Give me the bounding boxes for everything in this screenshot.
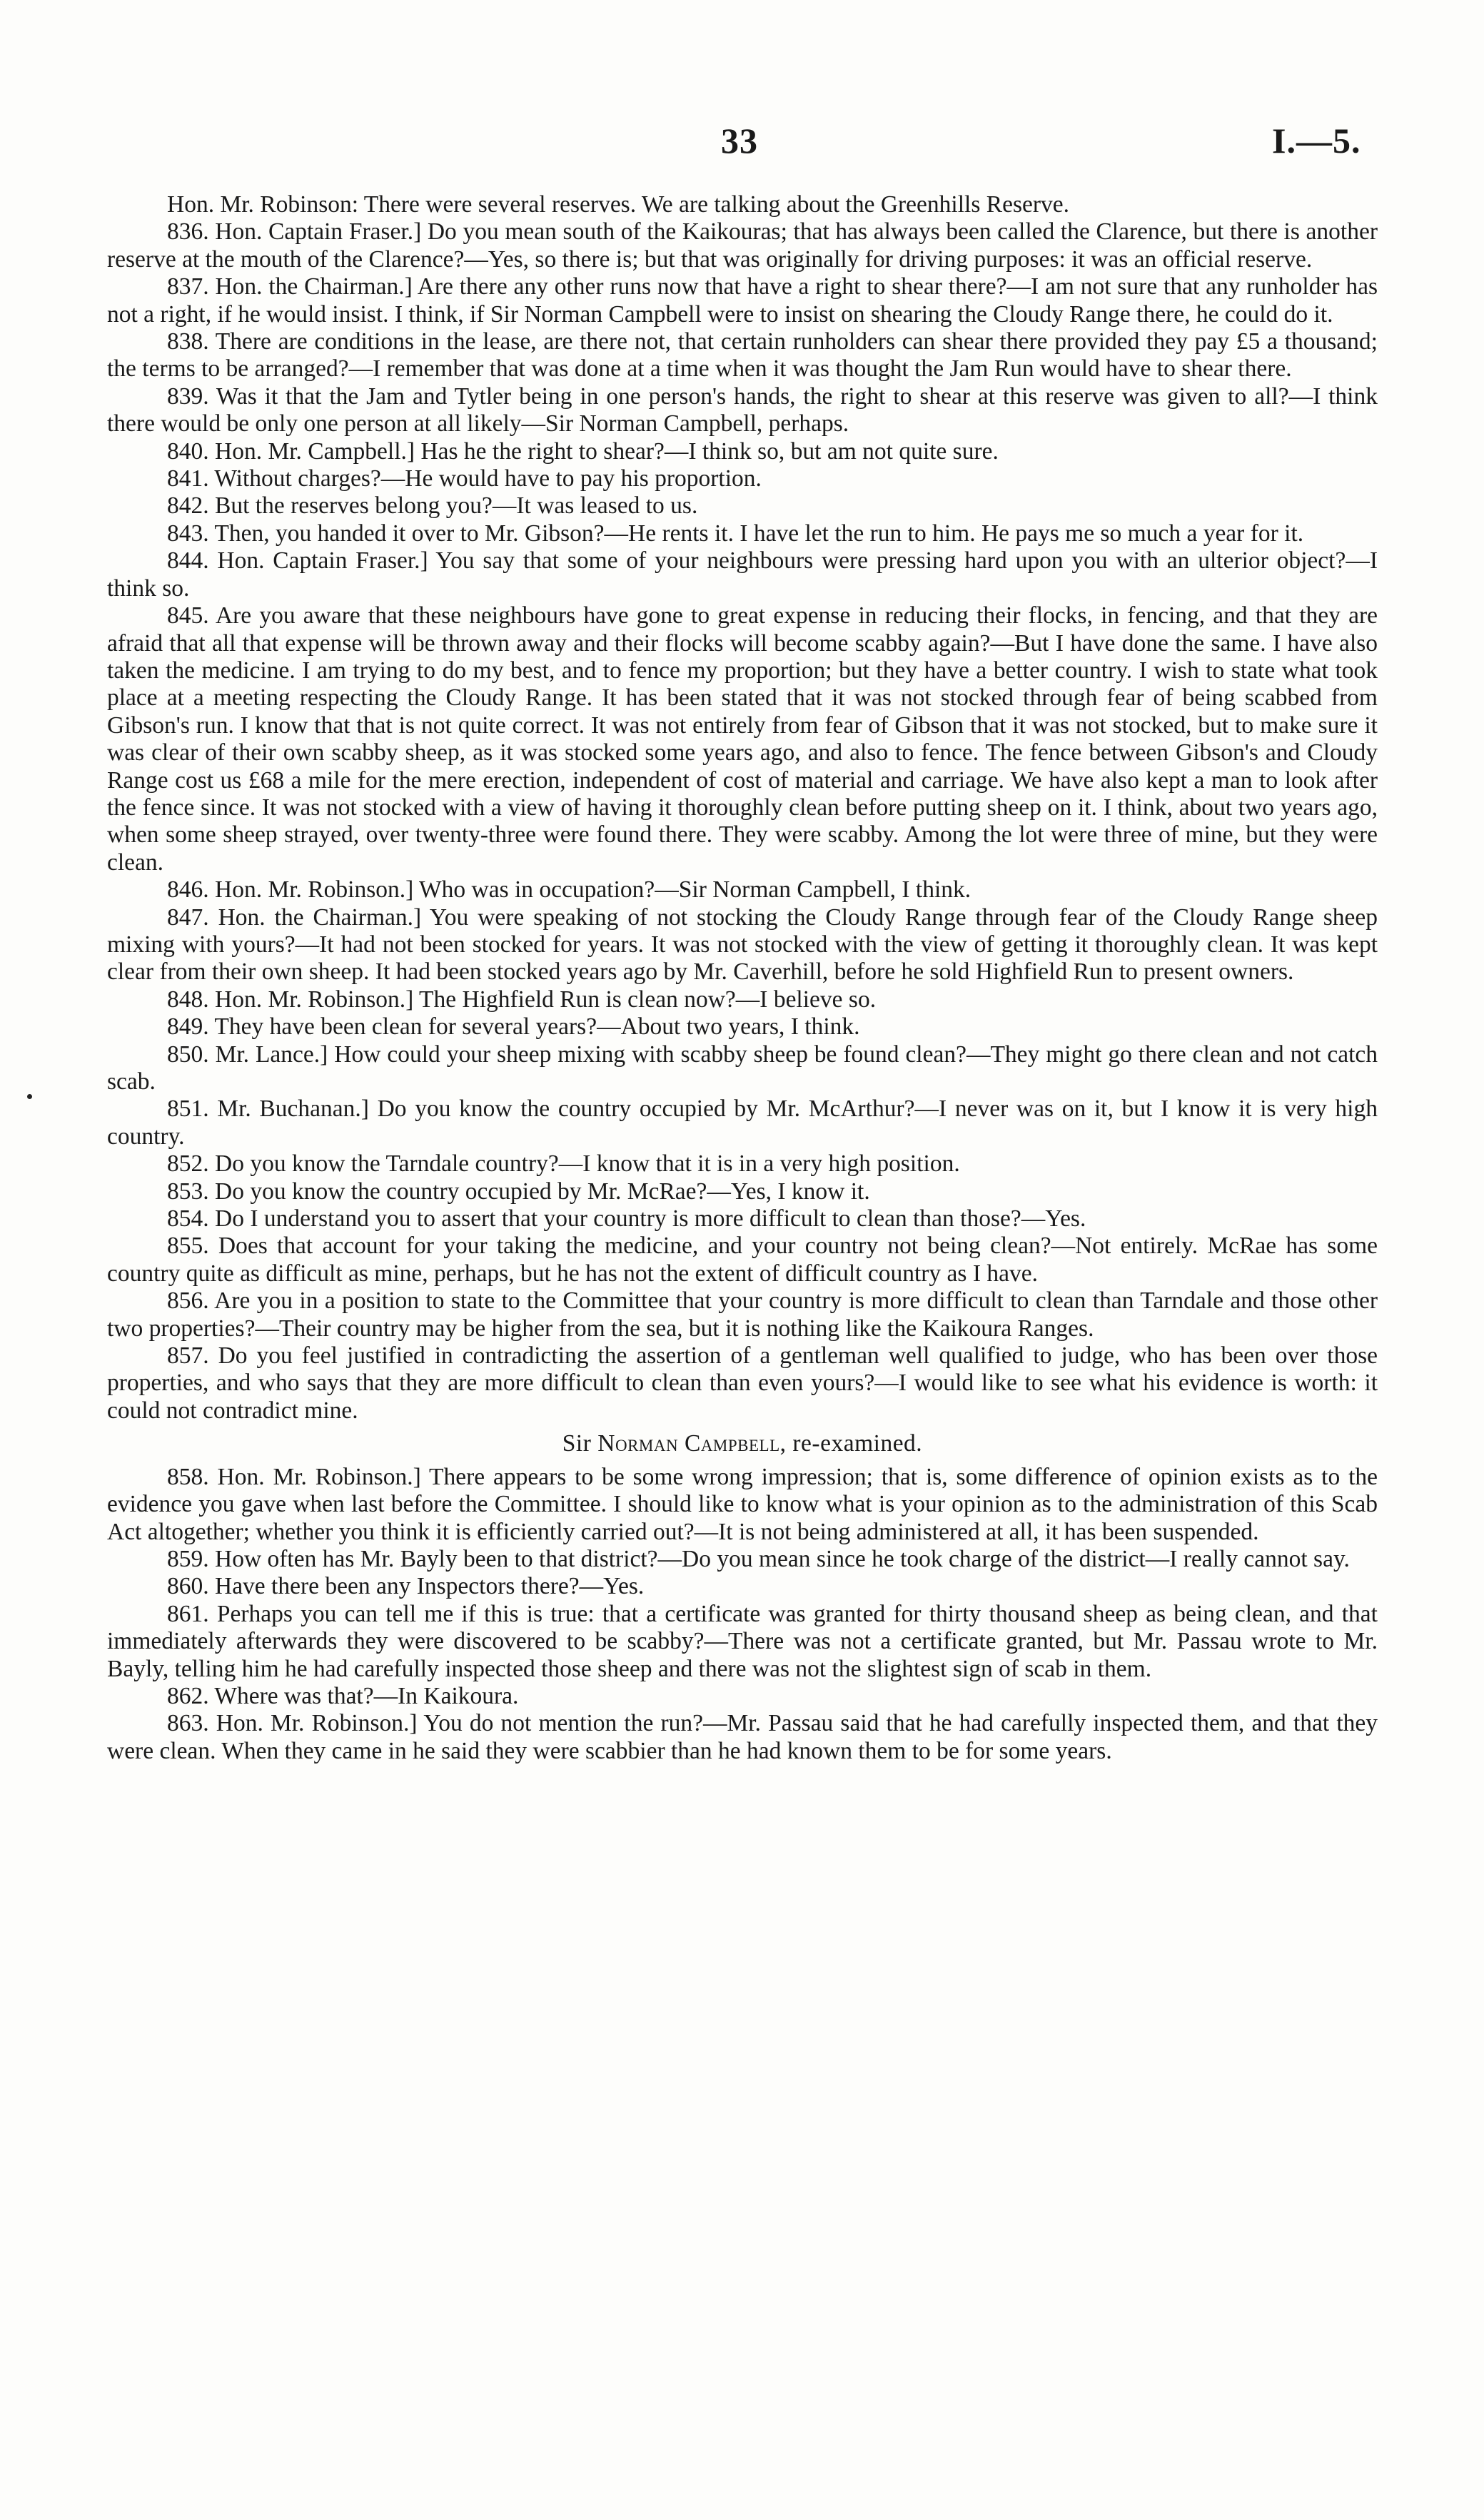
paragraph: 856. Are you in a position to state to the Committee that your country is more difficult to clean than Tarndale and those other two properties?—Their country may be higher from the sea, but it is nothing like the Kaikoura Ranges.: [107, 1287, 1378, 1342]
paragraph: 839. Was it that the Jam and Tytler being in one person's hands, the right to shear at this reserve was given to all?—I think there would be only one person at all likely—Sir Norman Campbell, perhaps.: [107, 383, 1378, 437]
page-number: 33: [721, 121, 758, 161]
paragraph: 862. Where was that?—In Kaikoura.: [167, 1682, 519, 1709]
paragraph: 852. Do you know the Tarndale country?—I know that it is in a very high position.: [167, 1150, 960, 1178]
heading-name: Norman Campbell: [597, 1430, 780, 1457]
section-heading: [107, 1430, 1378, 1457]
paragraph: 836. Hon. Captain Fraser.] Do you mean south of the Kaikouras; that has always been called the Clarence, but there is another reserve at the mouth of the Clarence?—Yes, so there is; but that was originally for driving purposes: it was an official reserve.: [107, 218, 1378, 273]
paragraph: 843. Then, you handed it over to Mr. Gibson?—He rents it. I have let the run to him. He pays me so much a year for it.: [167, 520, 1304, 547]
paragraph: 838. There are conditions in the lease, are there not, that certain runholders can shear there provided they pay £5 a thousand; the terms to be arranged?—I remember that was done at a time when it was thought the Jam Run would have to shear there.: [107, 328, 1378, 383]
paragraph: 840. Hon. Mr. Campbell.] Has he the right to shear?—I think so, but am not quite sure.: [167, 437, 999, 465]
paragraph: 846. Hon. Mr. Robinson.] Who was in occupation?—Sir Norman Campbell, I think.: [167, 876, 971, 904]
paragraph: 845. Are you aware that these neighbours have gone to great expense in reducing their flocks, in fencing, and that they are afraid that all that expense will be thrown away and their flocks will become scabby again?—But I have done the same. I have also taken the medicine. I am trying to do my best, and to fence my proportion; but they have a better country. I wish to state what took place at a meeting respecting the Cloudy Range. It has been stated that it was not stocked through fear of being scabbed from Gibson's run. I know that that is not quite correct. It was not entirely from fear of Gibson that it was not stocked, but to make sure it was clear of their own scabby sheep, as it was stocked some years ago, and also to fence. The fence between Gibson's and Cloudy Range cost us £68 a mile for the mere erection, independent of cost of material and carriage. We have also kept a man to look after the fence since. It was not stocked with a view of having it thoroughly clean before putting sheep on it. I think, about two years ago, when some sheep strayed, over twenty-three were found there. They were scabby. Among the lot were three of mine, but they were clean.: [107, 602, 1378, 876]
paragraph: 863. Hon. Mr. Robinson.] You do not mention the run?—Mr. Passau said that he had carefully inspected them, and that they were clean. When they came in he said they were scabbier than he had known them to be for some years.: [107, 1710, 1378, 1764]
paragraph: Hon. Mr. Robinson: There were several reserves. We are talking about the Greenhills Reserve.: [167, 191, 1070, 218]
paragraph: 858. Hon. Mr. Robinson.] There appears to be some wrong impression; that is, some difference of opinion exists as to the evidence you gave when last before the Committee. I should like to know what is your opinion as to the administration of this Scab Act altogether; whether you think it is efficiently carried out?—It is not being administered at all, it has been suspended.: [107, 1463, 1378, 1545]
paragraph: 860. Have there been any Inspectors there?—Yes.: [167, 1573, 645, 1600]
paragraph: 849. They have been clean for several years?—About two years, I think.: [167, 1013, 860, 1041]
paragraph: 848. Hon. Mr. Robinson.] The Highfield Run is clean now?—I believe so.: [167, 986, 877, 1013]
paragraph: 853. Do you know the country occupied by Mr. McRae?—Yes, I know it.: [167, 1178, 870, 1205]
paragraph: 847. Hon. the Chairman.] You were speaking of not stocking the Cloudy Range through fear of the Cloudy Range sheep mixing with yours?—It had not been stocked for years. It was not stocked with the view of getting it thoroughly clean. It was kept clear from their own sheep. It had been stocked years ago by Mr. Caverhill, before he sold Highfield Run to present owners.: [107, 904, 1378, 986]
paragraph: 837. Hon. the Chairman.] Are there any other runs now that have a right to shear there?—I am not sure that any runholder has not a right, if he would insist. I think, if Sir Norman Campbell were to insist on shearing the Cloudy Range there, he could do it.: [107, 273, 1378, 328]
paragraph: 844. Hon. Captain Fraser.] You say that some of your neighbours were pressing hard upon you with an ulterior object?—I think so.: [107, 547, 1378, 602]
document-reference: I.—5.: [1272, 121, 1361, 161]
paragraph: 861. Perhaps you can tell me if this is true: that a certificate was granted for thirty thousand sheep as being clean, and that immediately afterwards they were discovered to be scabby?—There was not a certificate granted, but Mr. Passau wrote to Mr. Bayly, telling him he had carefully inspected those sheep and there was not the slightest sign of scab in them.: [107, 1600, 1378, 1682]
heading-prefix: Sir: [562, 1430, 592, 1457]
paragraph: 855. Does that account for your taking the medicine, and your country not being clean?—Not entirely. McRae has some country quite as difficult as mine, perhaps, but he has not the extent of difficult country as I have.: [107, 1233, 1378, 1287]
paragraph: 859. How often has Mr. Bayly been to that district?—Do you mean since he took charge of the district—I really cannot say.: [167, 1545, 1350, 1572]
paragraph: 851. Mr. Buchanan.] Do you know the country occupied by Mr. McArthur?—I never was on it, but I know it is very high country.: [107, 1095, 1378, 1150]
paragraph: 857. Do you feel justified in contradicting the assertion of a gentleman well qualified to judge, who has been over those properties, and who says that they are more difficult to clean than even yours?—I would like to see what his evidence is worth: it could not contradict mine.: [107, 1342, 1378, 1424]
margin-mark: [27, 1094, 32, 1099]
heading-suffix: , re-examined.: [779, 1430, 923, 1457]
paragraph: 854. Do I understand you to assert that your country is more difficult to clean than those?—Yes.: [167, 1205, 1086, 1233]
paragraph: 842. But the reserves belong you?—It was leased to us.: [167, 492, 698, 520]
paragraph: 850. Mr. Lance.] How could your sheep mixing with scabby sheep be found clean?—They might go there clean and not catch scab.: [107, 1041, 1378, 1095]
paragraph: 841. Without charges?—He would have to pay his proportion.: [167, 465, 762, 492]
document-body: [107, 191, 1378, 1765]
